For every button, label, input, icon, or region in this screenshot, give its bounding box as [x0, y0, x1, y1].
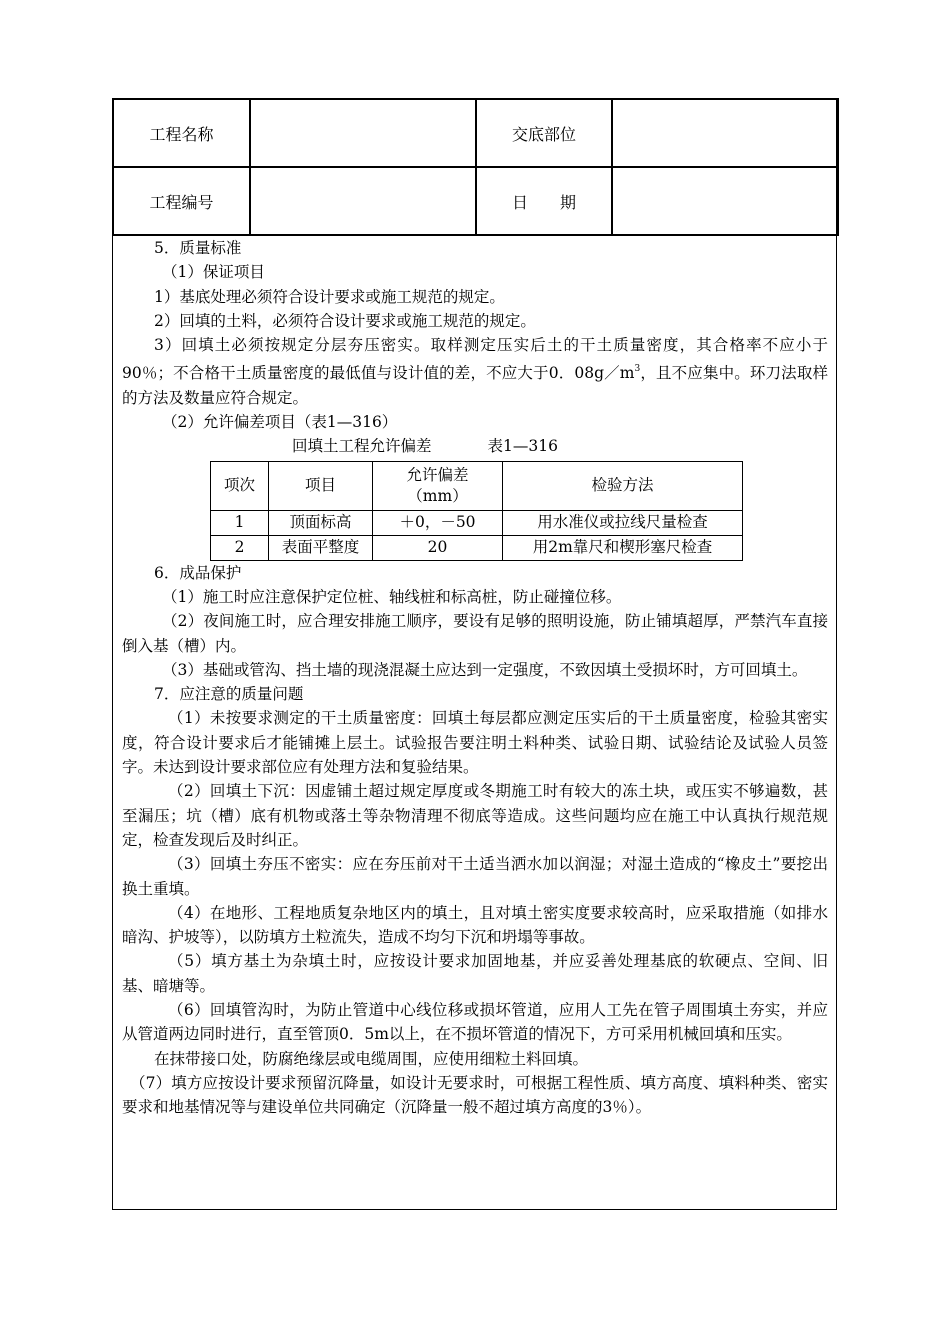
table-cell: 20: [373, 535, 503, 560]
header-row-1: [113, 99, 838, 167]
col-header: 允许偏差（mm）: [373, 461, 503, 510]
table-cell: 1: [211, 510, 269, 535]
paragraph: （3）基础或管沟、挡土墙的现浇混凝土应达到一定强度，不致因填土受损坏时，方可回填土。: [162, 660, 808, 679]
paragraph: （3）回填土夯压不密实：应在夯压前对干土适当洒水加以润湿；对湿土造成的“橡皮土”要挖出换土重填。: [122, 855, 828, 898]
paragraph: （2）回填土下沉：因虚铺土超过规定厚度或冬期施工时有较大的冻土块，或压实不够遍数，甚至漏压；坑（槽）底有机物或落土等杂物清理不彻底等造成。这些问题均应在施工中认真执行规范规定，检查发现后及时纠正。: [122, 782, 828, 849]
project-number-label: 工程编号: [113, 167, 250, 235]
paragraph: （5）填方基土为杂填土时，应按设计要求加固地基，并应妥善处理基底的软硬点、空间、旧基、暗塘等。: [122, 952, 828, 995]
section-7-title: 7．应注意的质量问题: [154, 685, 304, 704]
paragraph: （6）回填管沟时，为防止管道中心线位移或损坏管道，应用人工先在管子周围填土夯实，并应从管道两边同时进行，直至管顶0．5m以上，在不损坏管道的情况下，方可采用机械回填和压实。: [122, 1001, 828, 1044]
superscript: 3: [634, 364, 641, 375]
paragraph: （1）未按要求测定的干土质量密度：回填土每层都应测定压实后的干土质量密度，检验其密实度，符合设计要求后才能铺摊上层土。试验报告要注明土料种类、试验日期、试验结论及试验人员签字。未达到设计要求部位应有处理方法和复验结果。: [122, 709, 828, 777]
document-body: [122, 236, 828, 1120]
section-5-title: 5．质量标准: [154, 239, 242, 257]
table-row: [211, 535, 743, 560]
paragraph: （4）在地形、工程地质复杂地区内的填土，且对填土密实度要求较高时，应采取措施（如排水暗沟、护坡等），以防填方土粒流失，造成不均匀下沉和坍塌等事故。: [122, 903, 828, 947]
paragraph: （1）施工时应注意保护定位桩、轴线桩和标高桩，防止碰撞位移。: [162, 587, 622, 606]
table-header-row: [211, 461, 743, 510]
paragraph: （2）夜间施工时，应合理安排施工顺序，要设有足够的照明设施，防止铺填超厚，严禁汽车直接倒入基（槽）内。: [122, 612, 828, 655]
paragraph: 1）基底处理必须符合设计要求或施工规范的规定。: [154, 287, 505, 306]
tolerance-table: [210, 461, 743, 561]
paragraph-compaction: [122, 333, 828, 410]
handover-part-label: 交底部位: [476, 99, 612, 167]
handover-part-value: [612, 99, 838, 167]
col-header: 项目: [269, 461, 373, 510]
project-name-value: [250, 99, 476, 167]
table-cell: 用2m靠尺和楔形塞尺检查: [503, 535, 743, 560]
section-5-2-heading: （2）允许偏差项目（表1—316）: [162, 413, 398, 432]
paragraph: 在抹带接口处，防腐绝缘层或电缆周围，应使用细粒土料回填。: [154, 1049, 589, 1068]
project-name-label: 工程名称: [113, 99, 250, 167]
section-5-1-heading: （1）保证项目: [162, 263, 265, 282]
project-number-value: [250, 167, 476, 235]
date-value: [612, 167, 838, 235]
table-cell: 表面平整度: [269, 535, 373, 560]
table-cell: 用水准仪或拉线尺量检查: [503, 510, 743, 535]
col-header: 检验方法: [503, 461, 743, 510]
table-number: 表1—316: [487, 437, 558, 456]
table-cell: 2: [211, 535, 269, 560]
paragraph: （7）填方应按设计要求预留沉降量，如设计无要求时，可根据工程性质、填方高度、填料种类、密实要求和地基情况等与建设单位共同确定（沉降量一般不超过填方高度的3％）。: [122, 1073, 828, 1117]
header-row-2: [113, 167, 838, 235]
header-table: [112, 98, 839, 236]
table-cell: ＋0，－50: [373, 510, 503, 535]
date-label: 日 期: [476, 167, 612, 235]
table-row: [211, 510, 743, 535]
text: 3）回填土必须按规定分层夯压密实。取样测定压实后土的干土质量密度，其合格率不应小于90％；不合格干土质量密度的最低值与设计值的差，不应大于0．08g／m: [122, 336, 828, 383]
table-cell: 顶面标高: [269, 510, 373, 535]
table-caption: [122, 434, 828, 458]
text: ，且不应集中。环刀法取样的方法及数量应符合规定。: [122, 364, 828, 407]
paragraph: 2）回填的土料，必须符合设计要求或施工规范的规定。: [154, 311, 536, 330]
col-header: 项次: [211, 461, 269, 510]
section-6-title: 6．成品保护: [154, 563, 242, 582]
caption-title: 回填土工程允许偏差: [292, 437, 432, 456]
